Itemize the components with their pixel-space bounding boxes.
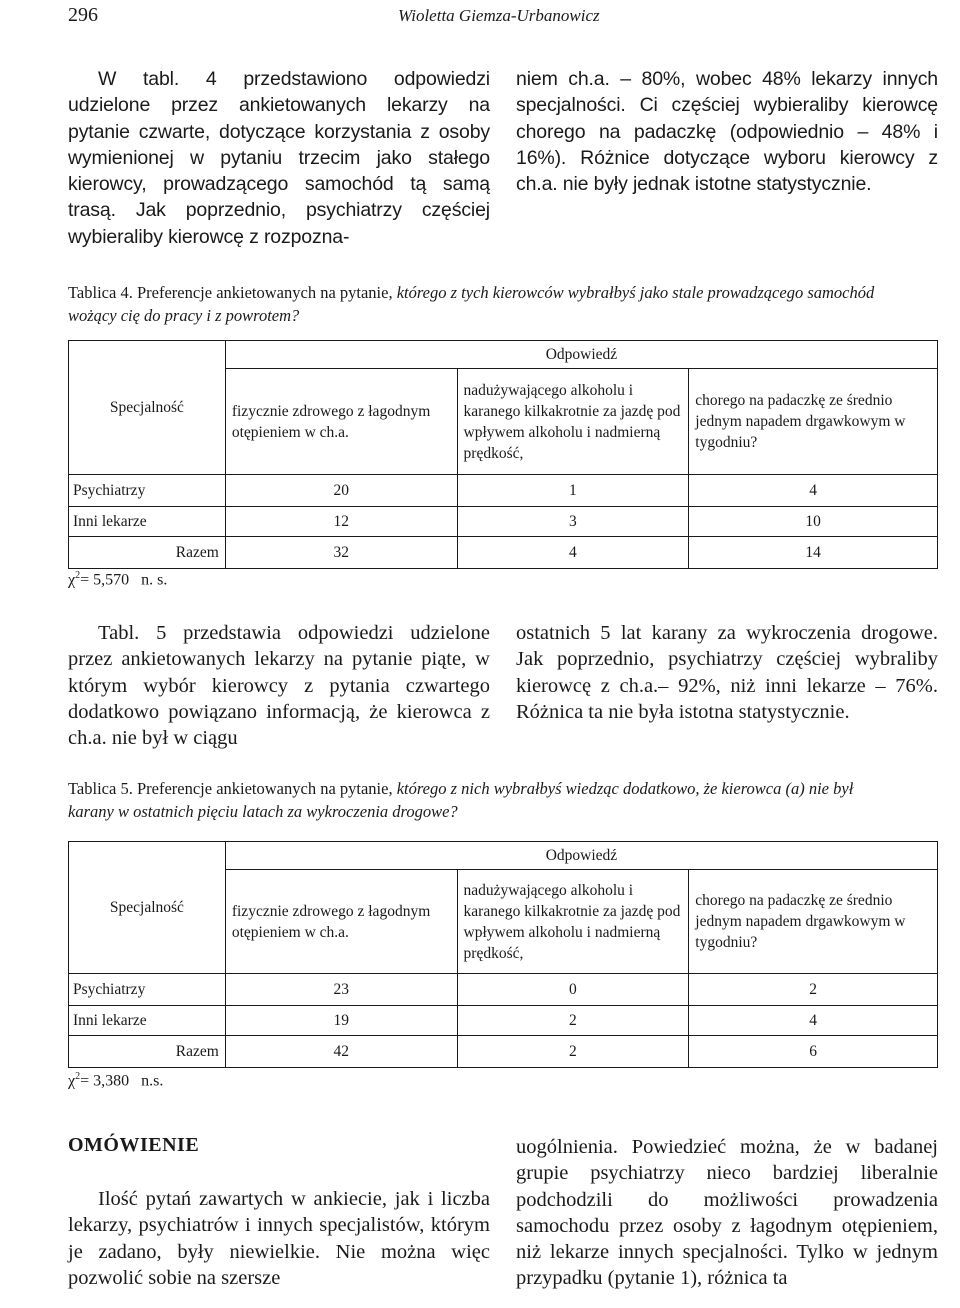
table5-caption-plain: Preferencje ankietowanych na pytanie, <box>136 779 393 798</box>
cell-value: 6 <box>689 1036 938 1068</box>
chi-value: = 3,380 <box>80 1072 130 1090</box>
table5-header-answer: Odpowiedź <box>225 842 937 870</box>
cell-value: 4 <box>457 537 689 569</box>
table5-chi-square <box>68 1071 163 1090</box>
table-row <box>69 475 938 507</box>
cell-value: 19 <box>225 1006 457 1036</box>
row-label-total: Razem <box>69 537 226 569</box>
row-label: Psychiatrzy <box>69 475 226 507</box>
row-label-total: Razem <box>69 1036 226 1068</box>
table5-header-col3: chorego na padaczkę ze średnio jednym napadem drgawkowym w tygodniu? <box>689 870 938 974</box>
row-label: Inni lekarze <box>69 1006 226 1036</box>
chi-significance: n.s. <box>141 1072 164 1090</box>
table4-header-answer: Odpowiedź <box>225 341 937 369</box>
table4-chi-square <box>68 570 167 589</box>
para1-right: niem ch.a. – 80%, wobec 48% lekarzy innych specjalności. Ci częściej wybieraliby kierowcę chorego na padaczkę (odpowiednio – 48% i 16%). Różnice dotyczące wyboru kierowcy z ch.a. nie były jednak istotne statystycznie. <box>516 68 938 196</box>
table4-caption <box>68 281 888 327</box>
chi-symbol: χ <box>68 1072 76 1090</box>
table5-caption <box>68 777 888 823</box>
table-row <box>69 1036 938 1068</box>
cell-value: 42 <box>225 1036 457 1068</box>
table-row <box>69 1006 938 1036</box>
table5-header-specialty: Specjalność <box>69 842 226 974</box>
table4-header-col2: nadużywającego alkoholu i karanego kilkakrotnie za jazdę pod wpływem alkoholu i nadmierną prędkość, <box>457 369 689 475</box>
cell-value: 2 <box>689 974 938 1006</box>
row-label: Psychiatrzy <box>69 974 226 1006</box>
para2-left: Tabl. 5 przedstawia odpowiedzi udzielone przez ankietowanych lekarzy na pytanie piąte, w którym wybór kierowcy z pytania czwartego dodatkowo powiązano informacją, że kierowca z ch.a. nie był w ciągu <box>68 622 490 750</box>
discussion-right: uogólnienia. Powiedzieć można, że w badanej grupie psychiatrzy nieco bardziej liberalnie podchodzili do możliwości prowadzenia samochodu przez osoby z łagodnym otępieniem, niż lekarze innych specjalności. Tylko w jednym przypadku (pytanie 1), różnica ta <box>516 1136 938 1290</box>
cell-value: 10 <box>689 507 938 537</box>
running-author: Wioletta Giemza-Urbanowicz <box>398 6 600 25</box>
table5 <box>68 841 938 1068</box>
cell-value: 3 <box>457 507 689 537</box>
table4-header-col3: chorego na padaczkę ze średnio jednym napadem drgawkowym w tygodniu? <box>689 369 938 475</box>
table5-label: Tablica 5. <box>68 779 133 798</box>
cell-value: 2 <box>457 1006 689 1036</box>
chi-exponent: 2 <box>75 570 81 581</box>
table4-caption-italic: którego z tych kierowców wybrałbyś jako stale prowadzącego samochód wożący cię do pracy i z powrotem? <box>68 283 875 325</box>
table5-header-col1: fizycznie zdrowego z łagodnym otępieniem w ch.a. <box>225 870 457 974</box>
cell-value: 14 <box>689 537 938 569</box>
cell-value: 23 <box>225 974 457 1006</box>
cell-value: 32 <box>225 537 457 569</box>
table4-header-specialty: Specjalność <box>69 341 226 475</box>
cell-value: 1 <box>457 475 689 507</box>
discussion-left: Ilość pytań zawartych w ankiecie, jak i liczba lekarzy, psychiatrów i innych specjalistów, którym je zadano, były niewielkie. Nie można więc pozwolić sobie na szersze <box>68 1188 490 1289</box>
table4-header-col1: fizycznie zdrowego z łagodnym otępieniem w ch.a. <box>225 369 457 475</box>
table4 <box>68 340 938 569</box>
table4-label: Tablica 4. <box>68 283 133 302</box>
table-row <box>69 507 938 537</box>
para1-left: W tabl. 4 przedstawiono odpowiedzi udzielone przez ankietowanych lekarzy na pytanie czwarte, dotyczące korzystania z osoby wymienionej w pytaniu trzecim jako stałego kierowcy, prowadzącego samochód tą samą trasą. Jak poprzednio, psychiatrzy częściej wybieraliby kierowcę z rozpozna- <box>68 68 490 248</box>
chi-value: = 5,570 <box>80 571 130 589</box>
row-label: Inni lekarze <box>69 507 226 537</box>
cell-value: 20 <box>225 475 457 507</box>
cell-value: 12 <box>225 507 457 537</box>
cell-value: 4 <box>689 475 938 507</box>
table5-caption-italic: którego z nich wybrałbyś wiedząc dodatkowo, że kierowca (a) nie był karany w ostatnich pięciu latach za wykroczenia drogowe? <box>68 779 854 821</box>
table5-header-col2: nadużywającego alkoholu i karanego kilkakrotnie za jazdę pod wpływem alkoholu i nadmierną prędkość, <box>457 870 689 974</box>
section-heading: OMÓWIENIE <box>68 1134 200 1156</box>
para2-right: ostatnich 5 lat karany za wykroczenia drogowe. Jak poprzednio, psychiatrzy częściej wybraliby kierowcę z ch.a.– 92%, niż inni lekarze – 76%. Różnica ta nie była istotna statystycznie. <box>516 622 938 723</box>
chi-exponent: 2 <box>75 1071 81 1082</box>
table-row <box>69 974 938 1006</box>
cell-value: 0 <box>457 974 689 1006</box>
table4-caption-plain: Preferencje ankietowanych na pytanie, <box>136 283 393 302</box>
chi-symbol: χ <box>68 571 76 589</box>
cell-value: 2 <box>457 1036 689 1068</box>
chi-significance: n. s. <box>141 571 168 589</box>
table-row <box>69 537 938 569</box>
cell-value: 4 <box>689 1006 938 1036</box>
page-number: 296 <box>68 4 98 26</box>
